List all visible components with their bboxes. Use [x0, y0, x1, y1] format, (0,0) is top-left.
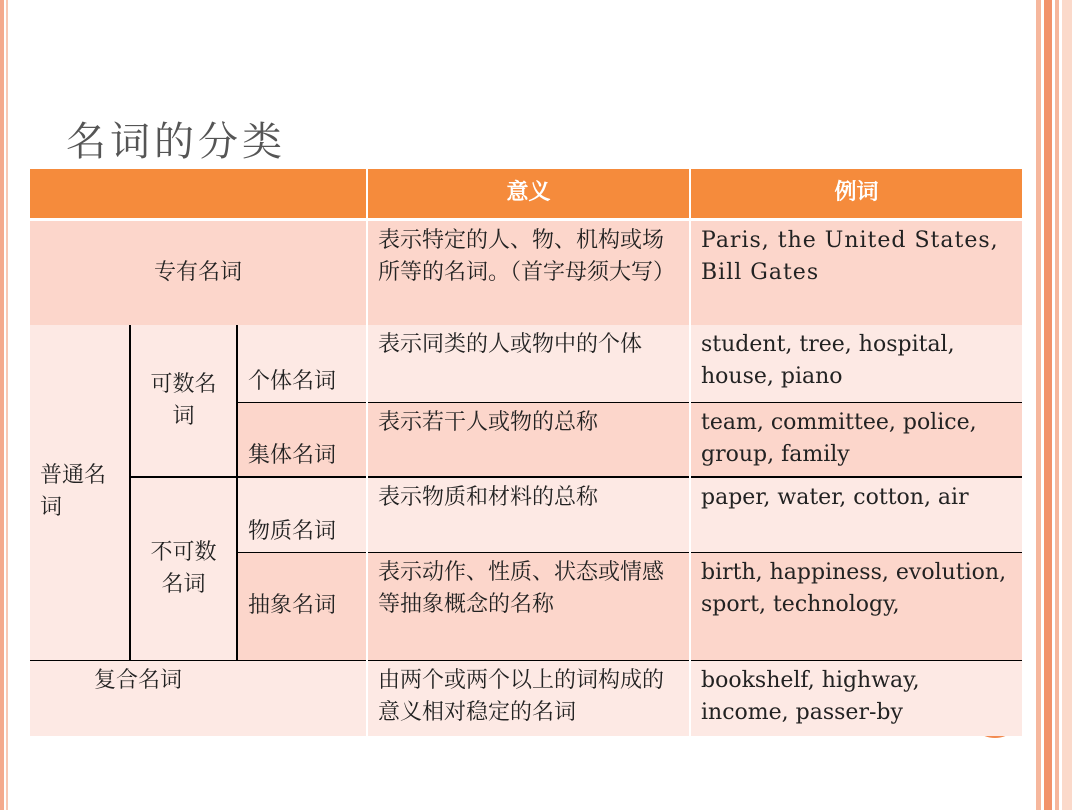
frame-stripe-right-4 — [1062, 0, 1072, 810]
material-noun-label: 物质名词 — [237, 477, 367, 552]
proper-noun-label: 专有名词 — [30, 219, 367, 325]
material-noun-examples: paper, water, cotton, air — [690, 477, 1022, 552]
table-row — [30, 219, 1022, 325]
table-row — [30, 477, 1022, 552]
individual-noun-examples: student, tree, hospital, house, piano — [690, 325, 1022, 402]
individual-noun-meaning: 表示同类的人或物中的个体 — [367, 325, 690, 402]
proper-noun-meaning: 表示特定的人、物、机构或场所等的名词。（首字母须大写） — [367, 219, 690, 325]
frame-stripe-right-3 — [1055, 0, 1059, 810]
slide-title: 名词的分类 — [66, 119, 286, 165]
common-noun-label: 普通名词 — [30, 325, 130, 660]
table-row — [30, 660, 1022, 736]
proper-noun-examples: Paris, the United States, Bill Gates — [690, 219, 1022, 325]
collective-noun-meaning: 表示若干人或物的总称 — [367, 402, 690, 477]
table-header-row — [30, 169, 1022, 219]
individual-noun-label: 个体名词 — [237, 325, 367, 402]
frame-stripe-left-inner — [6, 0, 8, 810]
frame-stripe-left — [0, 0, 4, 810]
frame-stripe-right-1 — [1036, 0, 1041, 810]
abstract-noun-examples: birth, happiness, evolution, sport, technology, — [690, 552, 1022, 660]
compound-noun-label: 复合名词 — [30, 660, 367, 736]
countable-noun-label: 可数名词 — [130, 325, 237, 477]
noun-classification-table — [30, 169, 1022, 736]
uncountable-noun-label: 不可数名词 — [130, 477, 237, 660]
collective-noun-examples: team, committee, police, group, family — [690, 402, 1022, 477]
header-examples: 例词 — [690, 169, 1022, 219]
material-noun-meaning: 表示物质和材料的总称 — [367, 477, 690, 552]
frame-stripe-right-2 — [1044, 0, 1052, 810]
collective-noun-label: 集体名词 — [237, 402, 367, 477]
header-meaning: 意义 — [367, 169, 690, 219]
compound-noun-examples: bookshelf, highway, income, passer-by — [690, 660, 1022, 736]
table-row — [30, 325, 1022, 402]
abstract-noun-meaning: 表示动作、性质、状态或情感等抽象概念的名称 — [367, 552, 690, 660]
abstract-noun-label: 抽象名词 — [237, 552, 367, 660]
compound-noun-meaning: 由两个或两个以上的词构成的意义相对稳定的名词 — [367, 660, 690, 736]
header-blank — [30, 169, 367, 219]
